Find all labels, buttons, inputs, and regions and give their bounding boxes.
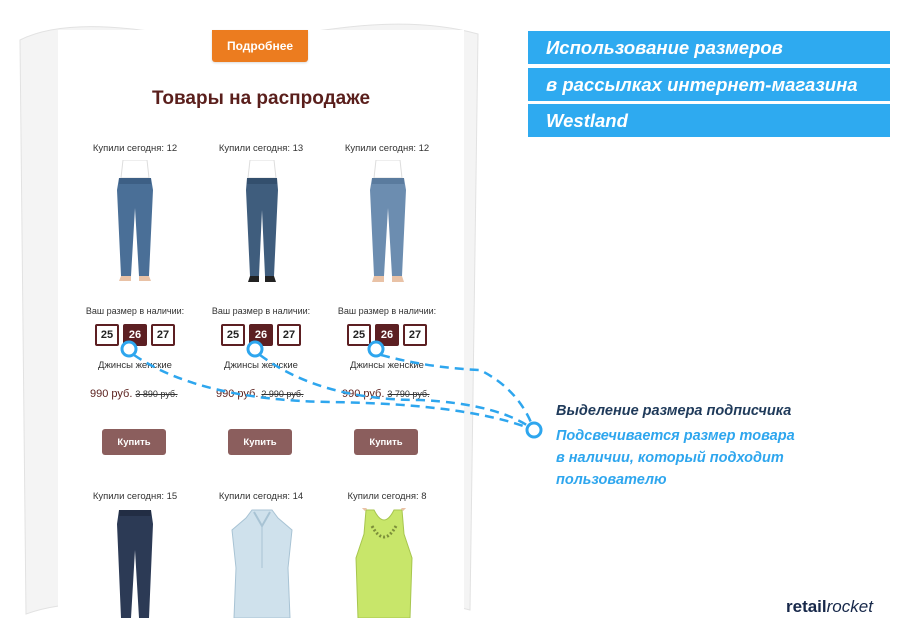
buy-button[interactable]: Купить (102, 429, 166, 455)
size-option-highlighted[interactable]: 26 (249, 324, 273, 346)
old-price: 3 890 руб. (135, 389, 178, 399)
old-price: 3 790 руб. (387, 389, 430, 399)
size-option[interactable]: 25 (347, 324, 371, 346)
highlight-circle-icon (527, 423, 541, 437)
bought-today-label: Купили сегодня: 12 (92, 143, 178, 154)
callout-title: Выделение размера подписчика (556, 403, 792, 419)
bought-today-label: Купили сегодня: 15 (92, 491, 178, 502)
size-available-label: Ваш размер в наличии: (337, 306, 437, 316)
current-price: 990 руб. (342, 388, 385, 400)
callout-text-line: Подсвечивается размер товара (556, 428, 795, 444)
highlight-circle-icon (369, 342, 383, 356)
size-option[interactable]: 27 (277, 324, 301, 346)
pointer-line (381, 355, 534, 430)
size-option[interactable]: 27 (403, 324, 427, 346)
size-available-label: Ваш размер в наличии: (85, 306, 185, 316)
banner-line-3: Westland (528, 104, 890, 137)
bought-today-label: Купили сегодня: 14 (218, 491, 304, 502)
banner-line-1: Использование размеров (528, 31, 890, 64)
logo-part-2: rocket (826, 597, 873, 616)
product-name[interactable]: Джинсы женские (224, 360, 298, 371)
size-option[interactable]: 25 (221, 324, 245, 346)
highlight-circle-icon (248, 342, 262, 356)
callout-text-line: пользователю (556, 472, 667, 488)
size-option-highlighted[interactable]: 26 (123, 324, 147, 346)
size-option[interactable]: 27 (151, 324, 175, 346)
callout-text-line: в наличии, который подходит (556, 450, 784, 466)
bought-today-label: Купили сегодня: 8 (347, 491, 427, 502)
size-option[interactable]: 25 (95, 324, 119, 346)
highlight-circle-icon (122, 342, 136, 356)
current-price: 990 руб. (90, 388, 133, 400)
old-price: 2 990 руб. (261, 389, 304, 399)
banner-line-2: в рассылках интернет-магазина (528, 68, 890, 101)
product-name[interactable]: Джинсы женские (350, 360, 424, 371)
retailrocket-logo (786, 597, 873, 617)
bought-today-label: Купили сегодня: 12 (344, 143, 430, 154)
buy-button[interactable]: Купить (354, 429, 418, 455)
product-name[interactable]: Джинсы женские (98, 360, 172, 371)
buy-button[interactable]: Купить (228, 429, 292, 455)
bought-today-label: Купили сегодня: 13 (218, 143, 304, 154)
size-available-label: Ваш размер в наличии: (211, 306, 311, 316)
sale-section-title: Товары на распродаже (151, 88, 371, 109)
logo-part-1: retail (786, 597, 827, 616)
current-price: 990 руб. (216, 388, 259, 400)
size-option-highlighted[interactable]: 26 (375, 324, 399, 346)
more-button[interactable]: Подробнее (212, 30, 308, 62)
pointer-line (134, 355, 534, 430)
